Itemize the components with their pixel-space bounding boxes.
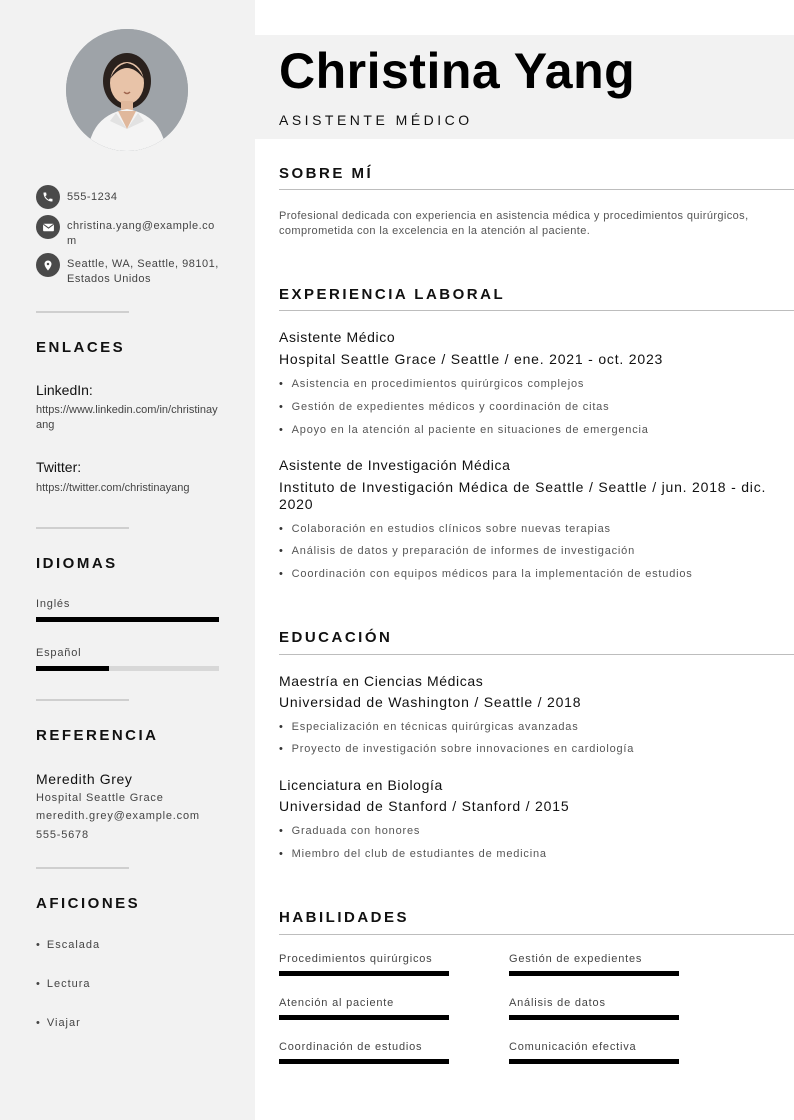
skill-bar [509, 1059, 679, 1064]
language-label: Español [36, 647, 82, 659]
hobby-text: Lectura [46, 978, 91, 990]
hobbies-heading: AFICIONES [36, 895, 141, 912]
reference-email[interactable]: meredith.grey@example.com [36, 810, 200, 822]
linkedin-label: LinkedIn: [36, 382, 93, 398]
degree-title: Maestría en Ciencias Médicas [279, 673, 484, 689]
skills-heading: HABILIDADES [279, 909, 410, 926]
degree-bullet: • Graduada con honores [279, 825, 421, 837]
profile-photo-illustration [66, 29, 188, 151]
section-rule [279, 310, 794, 311]
job-bullet: • Coordinación con equipos médicos para la implementación de estudios [279, 568, 693, 580]
contact-phone [36, 185, 219, 209]
candidate-role: ASISTENTE MÉDICO [279, 112, 473, 128]
experience-heading: EXPERIENCIA LABORAL [279, 286, 506, 303]
bullet-dot: • [36, 939, 41, 951]
bullet-dot: • [36, 1017, 41, 1029]
phone-icon [36, 185, 60, 209]
degree-org: Universidad de Stanford / Stanford / 2015 [279, 798, 570, 814]
education-heading: EDUCACIÓN [279, 629, 393, 646]
degree-bullet-text: Proyecto de investigación sobre innovaciones en cardiología [291, 743, 635, 755]
sidebar-divider [36, 699, 129, 701]
languages-heading: IDIOMAS [36, 555, 118, 572]
job-bullet: • Asistencia en procedimientos quirúrgicos complejos [279, 378, 585, 390]
skill-label: Comunicación efectiva [509, 1041, 637, 1053]
skill-label: Procedimientos quirúrgicos [279, 953, 433, 965]
hobby-text: Escalada [46, 939, 101, 951]
language-label: Inglés [36, 598, 71, 610]
location-pin-icon [36, 253, 60, 277]
job-title: Asistente Médico [279, 329, 396, 345]
skill-label: Análisis de datos [509, 997, 606, 1009]
job-bullet-text: Apoyo en la atención al paciente en situaciones de emergencia [291, 424, 649, 436]
sidebar-divider [36, 311, 129, 313]
contact-address [36, 253, 219, 287]
skill-label: Atención al paciente [279, 997, 395, 1009]
language-level-fill [36, 666, 109, 671]
twitter-label: Twitter: [36, 459, 82, 475]
links-heading: ENLACES [36, 339, 126, 356]
contact-email [36, 215, 219, 249]
about-text: Profesional dedicada con experiencia en asistencia médica y procedimientos quirúrgicos, comprometida con la excelencia en la atención al paciente. [279, 210, 749, 237]
skill-bar [279, 1015, 449, 1020]
skill-bar [279, 971, 449, 976]
sidebar-divider [36, 527, 129, 529]
reference-heading: REFERENCIA [36, 727, 159, 744]
reference-phone: 555-5678 [36, 829, 89, 841]
candidate-name: Christina Yang [279, 43, 636, 99]
language-level-fill [36, 617, 219, 622]
job-bullet: • Análisis de datos y preparación de informes de investigación [279, 545, 635, 557]
email-text[interactable]: christina.yang@example.com [67, 220, 215, 247]
degree-bullet-text: Miembro del club de estudiantes de medicina [291, 848, 547, 860]
twitter-link[interactable]: https://twitter.com/christinayang [36, 482, 190, 494]
linkedin-link[interactable]: https://www.linkedin.com/in/christinayang [36, 404, 218, 431]
section-rule [279, 654, 794, 655]
degree-org: Universidad de Washington / Seattle / 2018 [279, 694, 582, 710]
job-bullet-text: Colaboración en estudios clínicos sobre nuevas terapias [291, 523, 611, 535]
address-text: Seattle, WA, Seattle, 98101, Estados Unidos [67, 258, 219, 285]
job-bullet: • Apoyo en la atención al paciente en situaciones de emergencia [279, 424, 649, 436]
degree-bullet: • Miembro del club de estudiantes de medicina [279, 848, 547, 860]
email-icon [36, 215, 60, 239]
hobby-item [36, 1017, 81, 1029]
job-bullet-text: Coordinación con equipos médicos para la implementación de estudios [291, 568, 693, 580]
job-title: Asistente de Investigación Médica [279, 457, 511, 473]
degree-bullet: • Proyecto de investigación sobre innovaciones en cardiología [279, 743, 635, 755]
skill-label: Gestión de expedientes [509, 953, 643, 965]
language-bar-english [36, 617, 219, 622]
degree-title: Licenciatura en Biología [279, 777, 443, 793]
degree-bullet-text: Especialización en técnicas quirúrgicas avanzadas [291, 721, 579, 733]
about-heading: SOBRE MÍ [279, 165, 374, 182]
job-org: Hospital Seattle Grace / Seattle / ene. 2021 - oct. 2023 [279, 351, 664, 367]
bullet-dot: • [36, 978, 41, 990]
skill-bar [279, 1059, 449, 1064]
job-bullet-text: Asistencia en procedimientos quirúrgicos complejos [291, 378, 585, 390]
job-bullet-text: Gestión de expedientes médicos y coordinación de citas [291, 401, 610, 413]
degree-bullet: • Especialización en técnicas quirúrgicas avanzadas [279, 721, 579, 733]
phone-text: 555-1234 [67, 191, 118, 203]
skill-label: Coordinación de estudios [279, 1041, 423, 1053]
language-bar-spanish [36, 666, 219, 671]
hobby-item [36, 978, 91, 990]
hobby-item [36, 939, 100, 951]
profile-photo [66, 29, 188, 151]
reference-name: Meredith Grey [36, 771, 133, 787]
job-bullet: • Gestión de expedientes médicos y coordinación de citas [279, 401, 610, 413]
job-bullet-text: Análisis de datos y preparación de informes de investigación [291, 545, 635, 557]
skill-bar [509, 971, 679, 976]
degree-bullet-text: Graduada con honores [291, 825, 421, 837]
job-bullet: • Colaboración en estudios clínicos sobre nuevas terapias [279, 523, 611, 535]
hobby-text: Viajar [46, 1017, 81, 1029]
skill-bar [509, 1015, 679, 1020]
section-rule [279, 189, 794, 190]
job-org: Instituto de Investigación Médica de Seattle / Seattle / jun. 2018 - dic. 2020 [279, 479, 767, 512]
sidebar-divider [36, 867, 129, 869]
section-rule [279, 934, 794, 935]
reference-org: Hospital Seattle Grace [36, 792, 164, 804]
